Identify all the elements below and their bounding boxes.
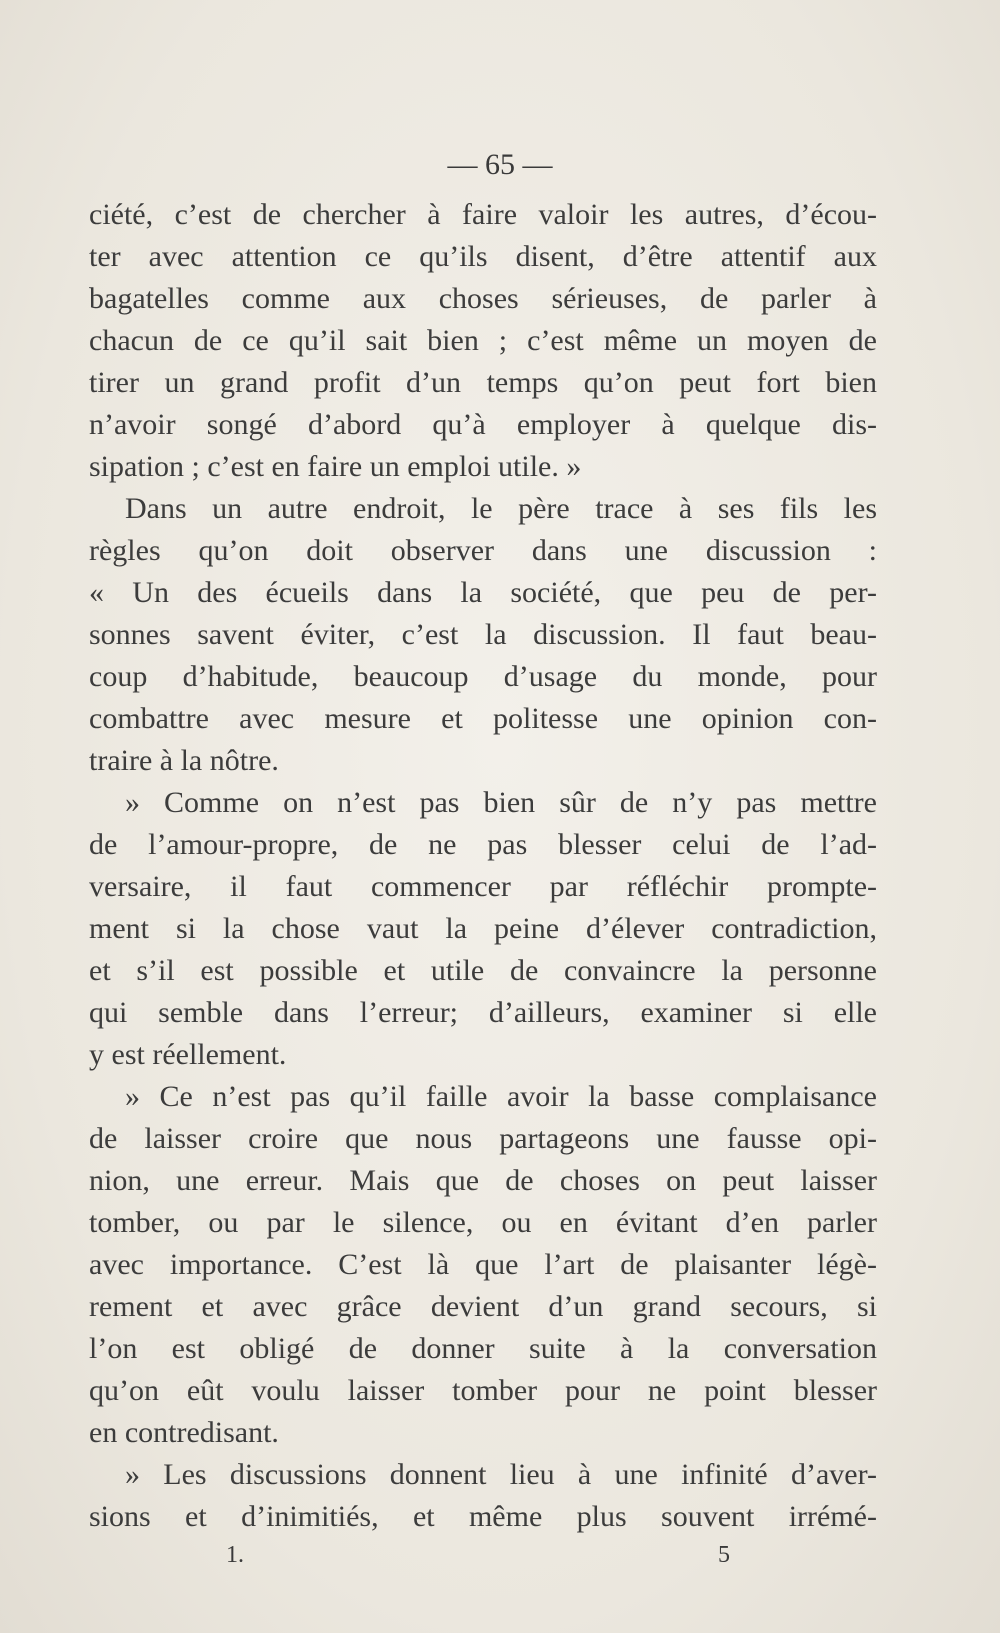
text-line: bagatelles comme aux choses sérieuses, de parler à xyxy=(89,282,877,315)
text-line: ter avec attention ce qu’ils disent, d’être attentif aux xyxy=(89,240,877,273)
text-line: y est réellement. xyxy=(89,1038,287,1071)
text-line: de l’amour-propre, de ne pas blesser celui de l’ad- xyxy=(89,828,877,861)
text-line: » Comme on n’est pas bien sûr de n’y pas mettre xyxy=(125,786,877,819)
page-number: — 65 — xyxy=(447,148,553,181)
text-line: sions et d’inimitiés, et même plus souvent irrémé- xyxy=(89,1500,877,1533)
text-line: » Ce n’est pas qu’il faille avoir la basse complaisance xyxy=(125,1080,877,1113)
text-line: qui semble dans l’erreur; d’ailleurs, examiner si elle xyxy=(89,996,877,1029)
text-line: sonnes savent éviter, c’est la discussion. Il faut beau- xyxy=(89,618,877,651)
text-line: » Les discussions donnent lieu à une infinité d’aver- xyxy=(125,1458,877,1491)
text-line: combattre avec mesure et politesse une opinion con- xyxy=(89,702,877,735)
signature-mark-left: 1. xyxy=(226,1542,244,1568)
text-line: et s’il est possible et utile de convaincre la personne xyxy=(89,954,877,987)
text-line: rement et avec grâce devient d’un grand secours, si xyxy=(89,1290,877,1323)
text-line: de laisser croire que nous partageons une fausse opi- xyxy=(89,1122,877,1155)
text-line: n’avoir songé d’abord qu’à employer à quelque dis- xyxy=(89,408,877,441)
body-text xyxy=(89,194,877,1538)
text-line: sipation ; c’est en faire un emploi utile. » xyxy=(89,450,582,483)
text-line: tirer un grand profit d’un temps qu’on peut fort bien xyxy=(89,366,877,399)
text-line: Dans un autre endroit, le père trace à ses fils les xyxy=(125,492,877,525)
text-line: coup d’habitude, beaucoup d’usage du monde, pour xyxy=(89,660,877,693)
text-line: nion, une erreur. Mais que de choses on peut laisser xyxy=(89,1164,877,1197)
text-line: « Un des écueils dans la société, que peu de per- xyxy=(89,576,877,609)
text-line: en contredisant. xyxy=(89,1416,279,1449)
text-line: chacun de ce qu’il sait bien ; c’est même un moyen de xyxy=(89,324,877,357)
text-line: traire à la nôtre. xyxy=(89,744,279,777)
text-line: règles qu’on doit observer dans une discussion : xyxy=(89,534,877,567)
text-line: avec importance. C’est là que l’art de plaisanter légè- xyxy=(89,1248,877,1281)
text-line: ment si la chose vaut la peine d’élever contradiction, xyxy=(89,912,877,945)
text-line: tomber, ou par le silence, ou en évitant d’en parler xyxy=(89,1206,877,1239)
text-line: l’on est obligé de donner suite à la conversation xyxy=(89,1332,877,1365)
text-line: qu’on eût voulu laisser tomber pour ne point blesser xyxy=(89,1374,877,1407)
signature-mark-right: 5 xyxy=(718,1542,730,1568)
text-line: ciété, c’est de chercher à faire valoir les autres, d’écou- xyxy=(89,198,877,231)
text-line: versaire, il faut commencer par réfléchir prompte- xyxy=(89,870,877,903)
